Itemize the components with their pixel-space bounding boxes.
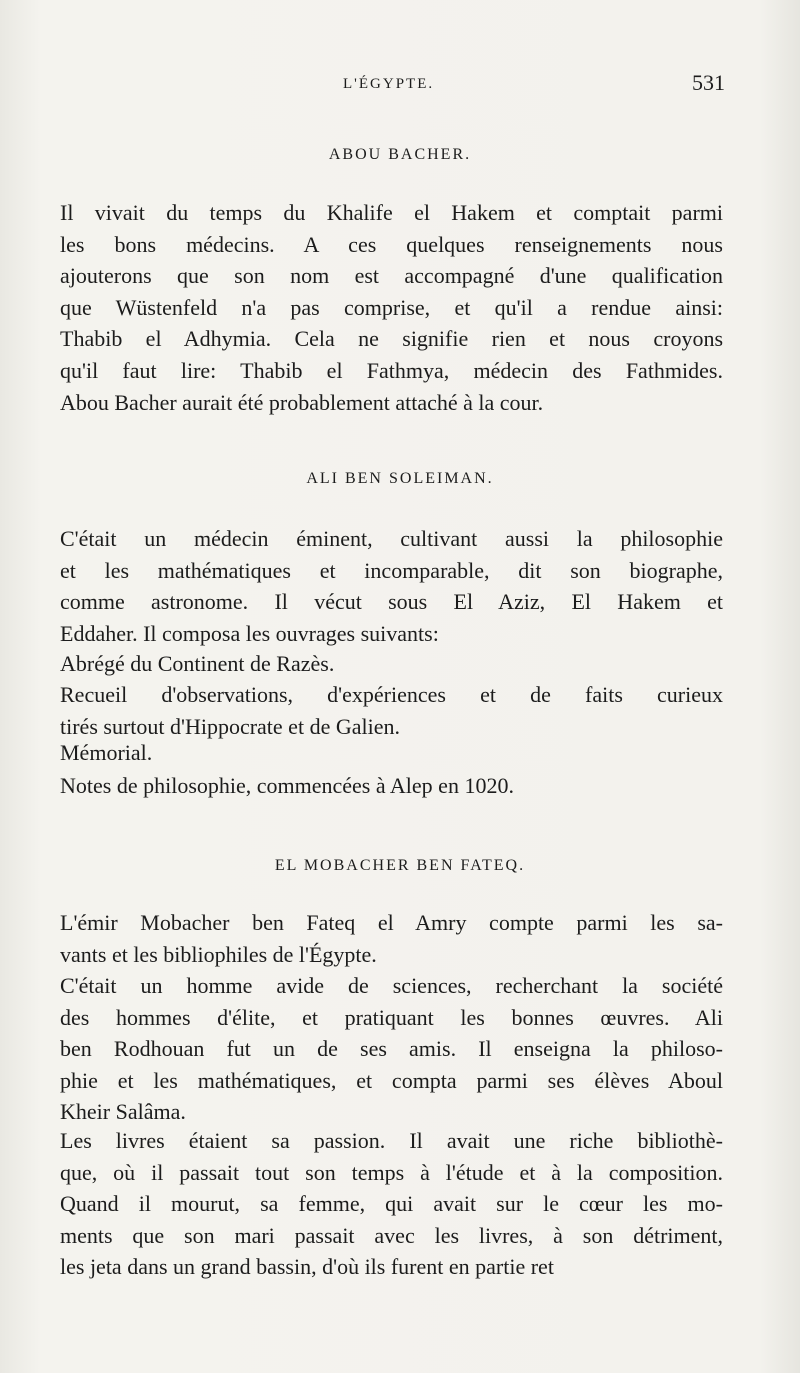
page-number: 531 [692,70,725,95]
text-line: que Wüstenfeld n'a pas comprise, et qu'il a rendue ainsi: [60,294,723,320]
section-title-el-mobacher: EL MOBACHER BEN FATEQ. [274,857,526,874]
paragraph [60,907,723,970]
text-line: Abou Bacher aurait été probablement attaché à la cour. [60,389,544,415]
paragraph [60,523,723,649]
list-item [60,737,723,769]
text-line: Quand il mourut, sa femme, qui avait sur le cœur les mo- [60,1191,723,1217]
paragraph [60,1125,723,1283]
text-line: C'était un médecin éminent, cultivant aussi la philosophie [60,526,723,551]
text-line: phie et les mathématiques, et compta parmi ses élèves Aboul [60,1067,723,1093]
paragraph [60,970,723,1128]
text-line: comme astronome. Il vécut sous El Aziz, El Hakem et [60,589,723,615]
text-line: les jeta dans un grand bassin, d'où ils furent en partie ret [60,1254,554,1280]
text-line: les bons médecins. A ces quelques renseignements nous [60,231,723,257]
list-item [60,648,723,680]
text-line: tirés surtout d'Hippocrate et de Galien. [60,713,400,739]
text-line: Eddaher. Il composa les ouvrages suivants: [60,620,439,646]
text-line: que, où il passait tout son temps à l'étude et à la composition. [60,1159,723,1185]
text-line: et les mathématiques et incomparable, dit son biographe, [60,557,723,583]
text-line: Les livres étaient sa passion. Il avait une riche bibliothè- [60,1128,723,1153]
text-line: Notes de philosophie, commencées à Alep en 1020. [60,773,514,798]
text-line: Thabib el Adhymia. Cela ne signifie rien et nous croyons [60,326,723,352]
running-head: L'ÉGYPTE. [343,76,435,92]
text-line: Kheir Salâma. [60,1099,186,1125]
text-line: des hommes d'élite, et pratiquant les bonnes œuvres. Ali [60,1004,723,1030]
text-line: ments que son mari passait avec les livres, à son détriment, [60,1222,723,1248]
list-item [60,679,723,742]
page-header [60,70,725,100]
text-line: vants et les bibliophiles de l'Égypte. [60,941,377,967]
paragraph [60,197,723,418]
text-line: Abrégé du Continent de Razès. [60,651,335,676]
section-title-abou-bacher: ABOU BACHER. [328,146,472,163]
text-line: C'était un homme avide de sciences, recherchant la société [60,973,723,998]
text-line: Recueil d'observations, d'expériences et de faits curieux [60,682,723,707]
list-item [60,770,723,802]
text-line: Mémorial. [60,740,153,765]
text-line: Il vivait du temps du Khalife el Hakem et comptait parmi [60,200,723,225]
text-line: L'émir Mobacher ben Fateq el Amry compte parmi les sa- [60,910,723,935]
section-title-ali-ben-soleiman: ALI BEN SOLEIMAN. [306,470,494,487]
text-line: ajouterons que son nom est accompagné d'une qualification [60,263,723,289]
text-line: qu'il faut lire: Thabib el Fathmya, médecin des Fathmides. [60,357,723,383]
text-line: ben Rodhouan fut un de ses amis. Il enseigna la philoso- [60,1036,723,1062]
